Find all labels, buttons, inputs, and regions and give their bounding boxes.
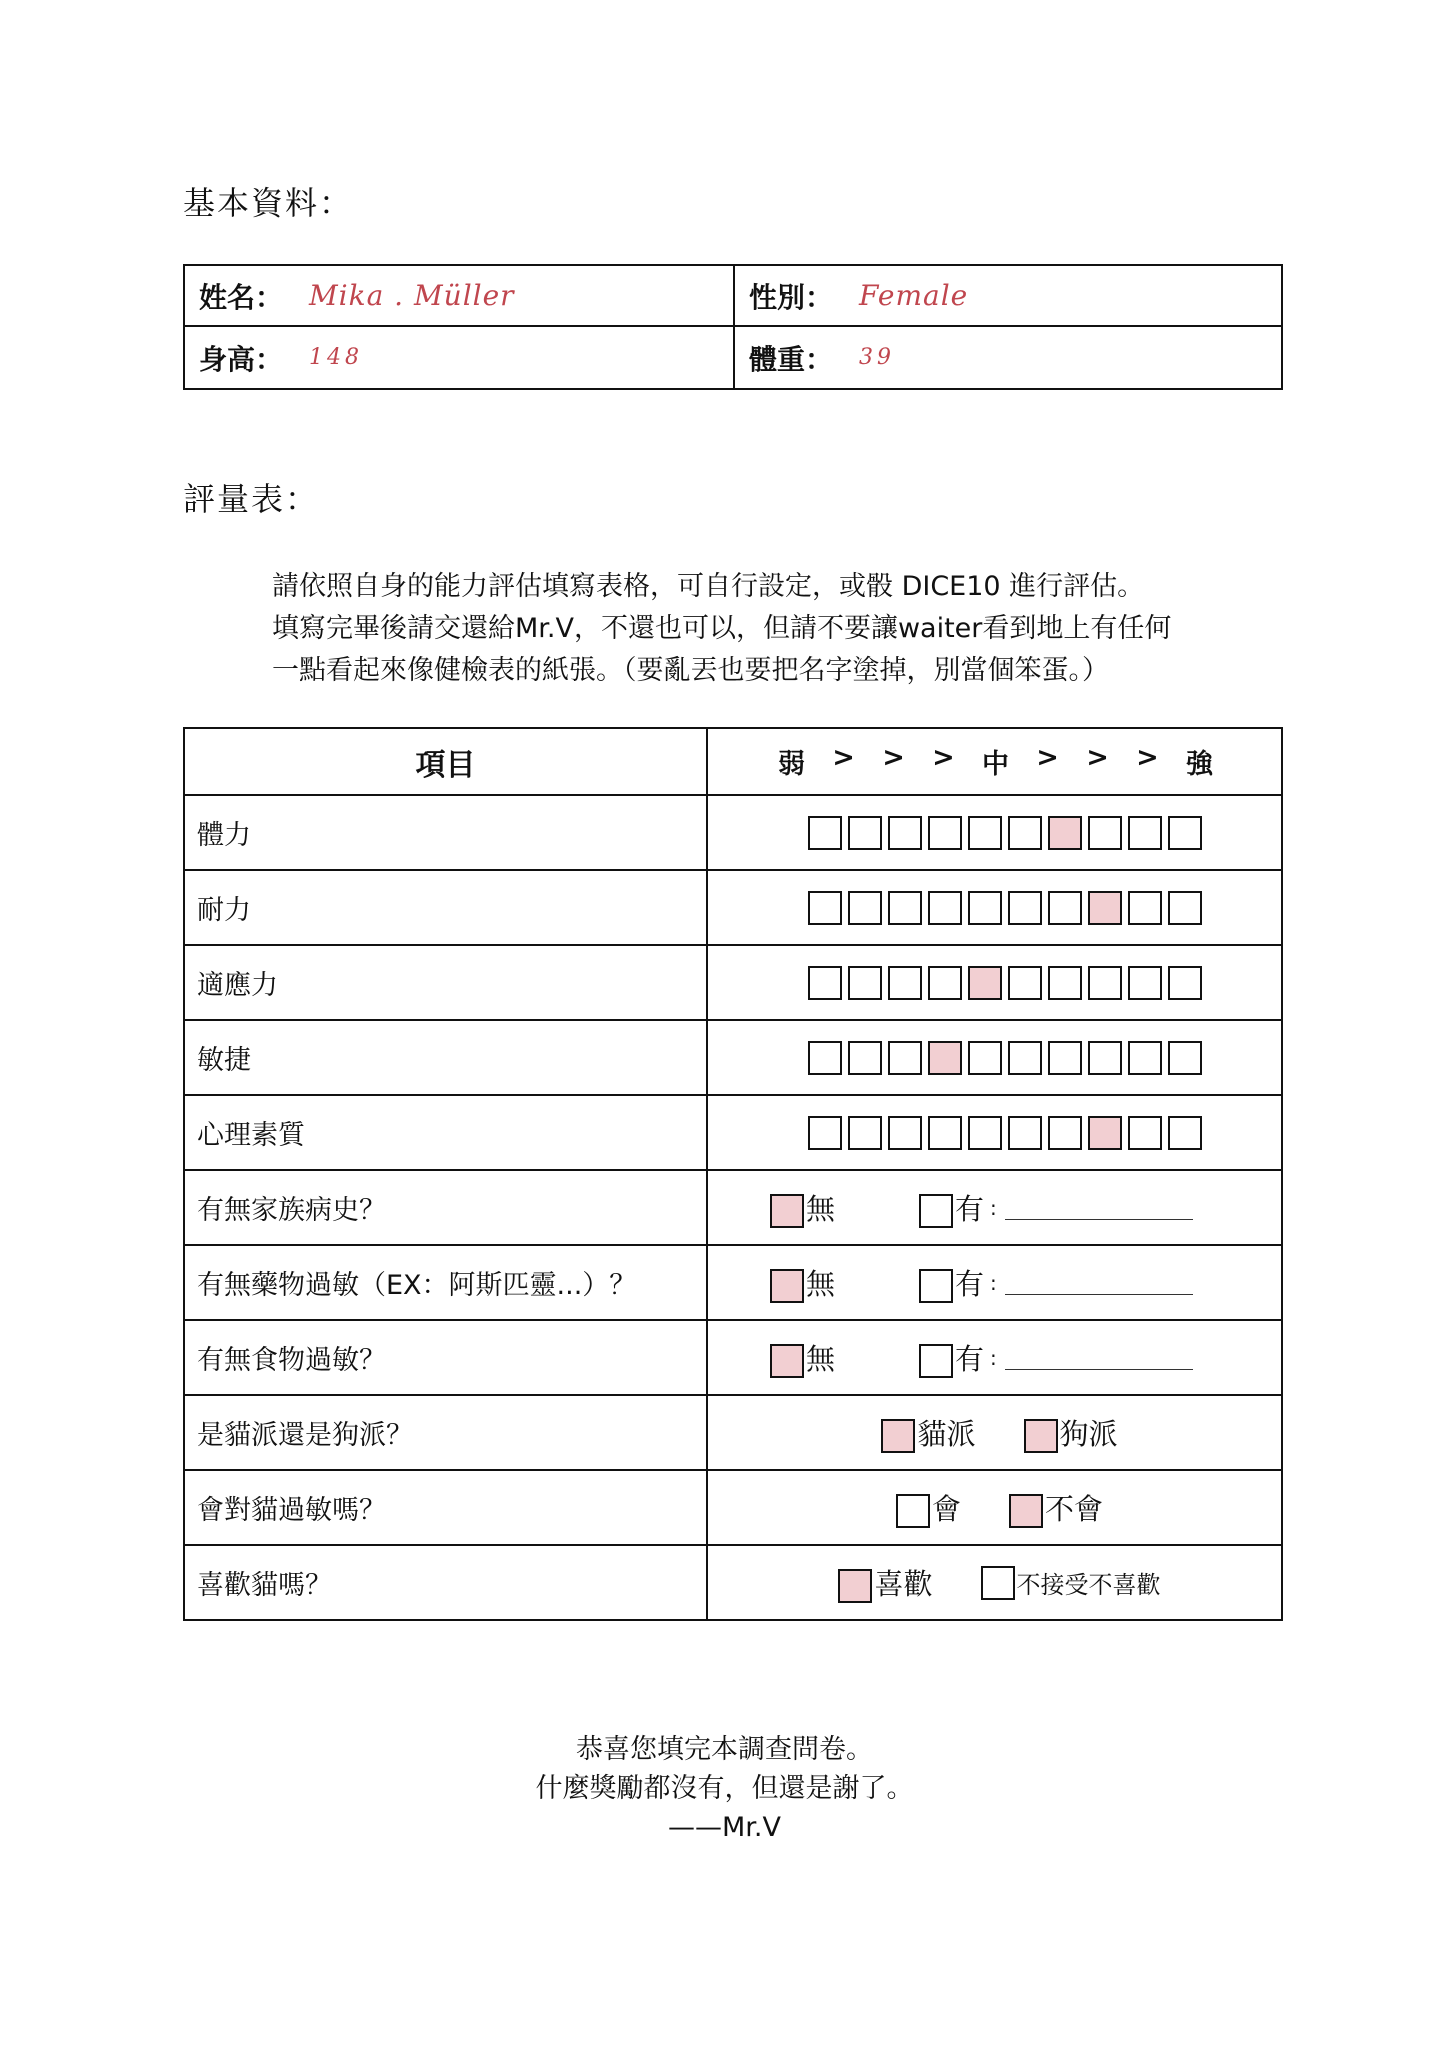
score-checkbox[interactable] — [1128, 966, 1162, 1000]
option[interactable] — [981, 1565, 1161, 1600]
score-checkbox[interactable] — [968, 891, 1002, 925]
option-cell — [707, 1470, 1282, 1545]
height-cell[interactable] — [185, 327, 735, 388]
score-checkbox[interactable] — [928, 816, 962, 850]
basic-info-table — [183, 264, 1283, 390]
option-label: 有 — [955, 1342, 985, 1376]
score-checkbox[interactable] — [888, 966, 922, 1000]
score-checkbox[interactable] — [1048, 966, 1082, 1000]
option-cell — [707, 1395, 1282, 1470]
item-label: 敏捷 — [184, 1020, 707, 1095]
scale-mark: > — [1036, 742, 1059, 773]
gender-value[interactable]: Female — [859, 279, 969, 312]
blank-line[interactable] — [1005, 1195, 1193, 1220]
score-checkbox[interactable] — [1128, 1041, 1162, 1075]
item-label: 心理素質 — [184, 1095, 707, 1170]
scale-mark: 強 — [1186, 749, 1213, 780]
scale-mark: > — [1136, 742, 1159, 773]
option[interactable] — [881, 1412, 975, 1453]
scale-mark: 弱 — [778, 749, 805, 780]
option-checkbox[interactable] — [770, 1269, 804, 1303]
item-label: 耐力 — [184, 870, 707, 945]
score-checkbox[interactable] — [928, 966, 962, 1000]
score-checkbox[interactable] — [1168, 1116, 1202, 1150]
option-cell — [707, 1245, 1282, 1320]
score-checkbox[interactable] — [1088, 816, 1122, 850]
option-label: 不接受不喜歡 — [1016, 1571, 1161, 1599]
option-label: 有 — [955, 1267, 985, 1301]
score-boxes — [707, 870, 1282, 945]
score-checkbox[interactable] — [888, 891, 922, 925]
score-checkbox[interactable] — [1168, 816, 1202, 850]
score-checkbox[interactable] — [888, 1041, 922, 1075]
option-cell — [707, 1545, 1282, 1620]
score-checkbox[interactable] — [928, 891, 962, 925]
score-checkbox[interactable] — [1048, 816, 1082, 850]
score-checkbox[interactable] — [848, 966, 882, 1000]
table-row — [184, 1470, 1282, 1545]
score-checkbox[interactable] — [1168, 966, 1202, 1000]
table-row — [184, 795, 1282, 870]
score-checkbox[interactable] — [928, 1041, 962, 1075]
score-checkbox[interactable] — [1008, 1041, 1042, 1075]
item-label: 是貓派還是狗派？ — [184, 1395, 707, 1470]
score-boxes — [707, 1020, 1282, 1095]
option-label: 貓派 — [917, 1417, 976, 1451]
instruction-line: 一點看起來像健檢表的紙張。（要亂丟也要把名字塗掉，別當個笨蛋。） — [272, 655, 1109, 686]
item-label: 喜歡貓嗎？ — [184, 1545, 707, 1620]
score-checkbox[interactable] — [1008, 891, 1042, 925]
header-item: 項目 — [184, 728, 707, 795]
score-checkbox[interactable] — [968, 966, 1002, 1000]
option-checkbox[interactable] — [770, 1344, 804, 1378]
option[interactable] — [896, 1487, 961, 1528]
table-row — [184, 1020, 1282, 1095]
colon: : — [990, 1195, 997, 1220]
score-checkbox[interactable] — [968, 816, 1002, 850]
height-label: 身高： — [199, 342, 284, 376]
table-row — [184, 1170, 1282, 1245]
score-checkbox[interactable] — [808, 1116, 842, 1150]
weight-label: 體重： — [749, 342, 834, 376]
scale-mark: 中 — [982, 749, 1009, 780]
score-checkbox[interactable] — [888, 816, 922, 850]
weight-cell[interactable] — [735, 327, 1281, 388]
name-cell[interactable] — [185, 266, 735, 327]
score-checkbox[interactable] — [848, 816, 882, 850]
score-checkbox[interactable] — [1008, 966, 1042, 1000]
scale-mark: > — [1086, 742, 1109, 773]
scale-mark: > — [932, 742, 955, 773]
score-boxes — [707, 795, 1282, 870]
table-row — [184, 1545, 1282, 1620]
item-label: 有無藥物過敏（EX：阿斯匹靈...）？ — [184, 1245, 707, 1320]
item-label: 有無食物過敏？ — [184, 1320, 707, 1395]
score-checkbox[interactable] — [1168, 891, 1202, 925]
option-checkbox[interactable] — [770, 1194, 804, 1228]
option-checkbox[interactable] — [919, 1269, 953, 1303]
item-label: 會對貓過敏嗎？ — [184, 1470, 707, 1545]
score-checkbox[interactable] — [808, 891, 842, 925]
option[interactable] — [770, 1187, 835, 1228]
colon: : — [990, 1270, 997, 1295]
basic-info-heading: 基本資料： — [183, 184, 354, 222]
instruction-line: 請依照自身的能力評估填寫表格，可自行設定，或骰 DICE10 進行評估。 — [272, 571, 1145, 602]
table-row — [184, 1095, 1282, 1170]
score-checkbox[interactable] — [848, 891, 882, 925]
score-checkbox[interactable] — [1128, 816, 1162, 850]
option-checkbox[interactable] — [1009, 1494, 1043, 1528]
score-checkbox[interactable] — [1088, 1116, 1122, 1150]
colon: : — [990, 1345, 997, 1370]
score-checkbox[interactable] — [848, 1116, 882, 1150]
score-checkbox[interactable] — [808, 1041, 842, 1075]
score-boxes — [707, 945, 1282, 1020]
signature: ——Mr.V — [668, 1812, 781, 1843]
table-row — [184, 870, 1282, 945]
option-label: 有 — [955, 1192, 985, 1226]
closing-message — [0, 1730, 1449, 1847]
scale-mark: > — [882, 742, 905, 773]
score-checkbox[interactable] — [1048, 891, 1082, 925]
scale-mark: > — [832, 742, 855, 773]
score-checkbox[interactable] — [1048, 1041, 1082, 1075]
score-checkbox[interactable] — [1008, 1116, 1042, 1150]
gender-label: 性別： — [749, 280, 834, 314]
instructions — [272, 566, 1171, 692]
option-cell — [707, 1170, 1282, 1245]
name-value[interactable]: Mika . Müller — [309, 279, 515, 312]
score-checkbox[interactable] — [968, 1041, 1002, 1075]
option-checkbox[interactable] — [981, 1566, 1015, 1600]
header-scale — [707, 728, 1282, 795]
score-checkbox[interactable] — [1088, 891, 1122, 925]
table-row — [184, 1395, 1282, 1470]
option[interactable] — [838, 1562, 932, 1603]
name-label: 姓名： — [199, 280, 284, 314]
score-checkbox[interactable] — [1048, 1116, 1082, 1150]
blank-line[interactable] — [1005, 1345, 1193, 1370]
option-label: 無 — [806, 1342, 836, 1376]
option[interactable] — [919, 1262, 984, 1303]
item-label: 適應力 — [184, 945, 707, 1020]
gender-cell[interactable] — [735, 266, 1281, 327]
option[interactable] — [770, 1262, 835, 1303]
item-label: 體力 — [184, 795, 707, 870]
score-checkbox[interactable] — [928, 1116, 962, 1150]
option-checkbox[interactable] — [919, 1194, 953, 1228]
option-checkbox[interactable] — [1024, 1419, 1058, 1453]
score-boxes — [707, 1095, 1282, 1170]
score-checkbox[interactable] — [1008, 816, 1042, 850]
rating-table — [183, 727, 1283, 1621]
option[interactable] — [1009, 1487, 1103, 1528]
score-checkbox[interactable] — [1128, 891, 1162, 925]
score-checkbox[interactable] — [968, 1116, 1002, 1150]
closing-line: 恭喜您填完本調查問卷。 — [576, 1734, 873, 1765]
score-checkbox[interactable] — [888, 1116, 922, 1150]
option-label: 無 — [806, 1267, 836, 1301]
option-label: 喜歡 — [874, 1567, 933, 1601]
instruction-line: 填寫完畢後請交還給Mr.V，不還也可以，但請不要讓waiter看到地上有任何 — [272, 613, 1172, 644]
closing-line: 什麼獎勵都沒有，但還是謝了。 — [535, 1773, 914, 1804]
option-label: 狗派 — [1059, 1417, 1118, 1451]
score-checkbox[interactable] — [1088, 966, 1122, 1000]
option[interactable] — [770, 1337, 835, 1378]
score-checkbox[interactable] — [1088, 1041, 1122, 1075]
option-label: 無 — [806, 1192, 836, 1226]
table-row — [184, 1320, 1282, 1395]
score-checkbox[interactable] — [808, 816, 842, 850]
table-row — [184, 1245, 1282, 1320]
option-checkbox[interactable] — [919, 1344, 953, 1378]
weight-value[interactable]: 39 — [859, 345, 895, 370]
option[interactable] — [919, 1337, 984, 1378]
option-checkbox[interactable] — [838, 1569, 872, 1603]
blank-line[interactable] — [1005, 1270, 1193, 1295]
item-label: 有無家族病史？ — [184, 1170, 707, 1245]
score-checkbox[interactable] — [1168, 1041, 1202, 1075]
option-checkbox[interactable] — [896, 1494, 930, 1528]
score-checkbox[interactable] — [808, 966, 842, 1000]
table-row — [184, 945, 1282, 1020]
option[interactable] — [1024, 1412, 1118, 1453]
option-label: 會 — [931, 1492, 961, 1526]
option-cell — [707, 1320, 1282, 1395]
option-label: 不會 — [1045, 1492, 1104, 1526]
score-checkbox[interactable] — [848, 1041, 882, 1075]
score-checkbox[interactable] — [1128, 1116, 1162, 1150]
option[interactable] — [919, 1187, 984, 1228]
rating-heading: 評量表： — [183, 480, 320, 518]
height-value[interactable]: 148 — [309, 345, 363, 370]
option-checkbox[interactable] — [881, 1419, 915, 1453]
